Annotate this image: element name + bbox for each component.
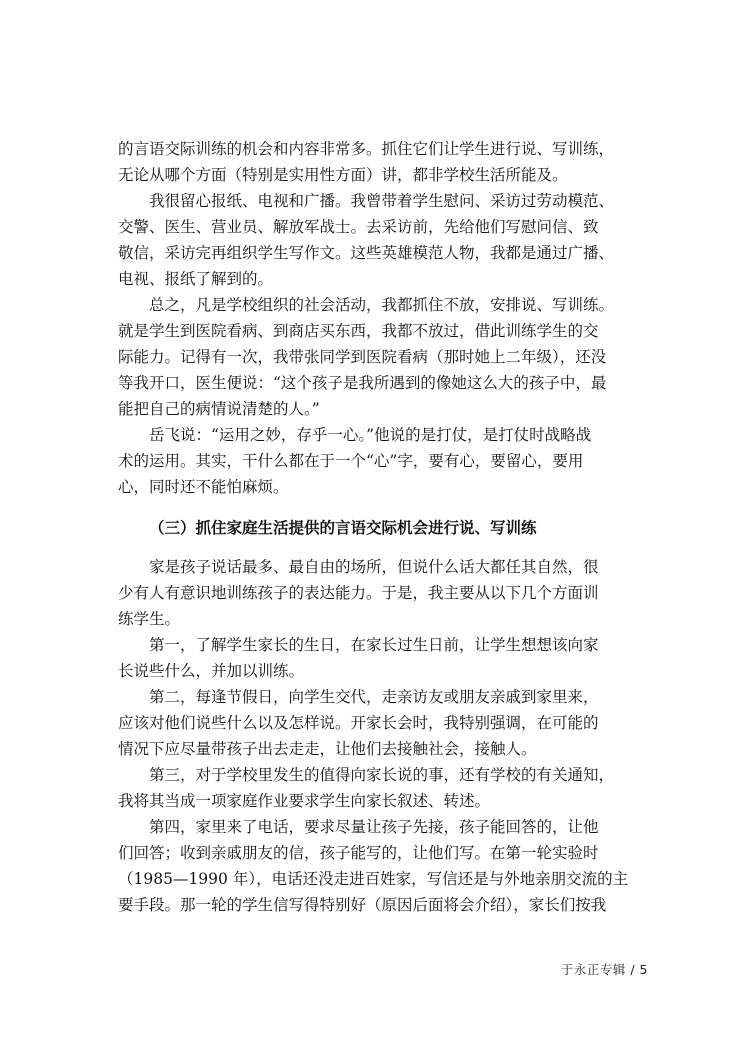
section-heading: （三）抓住家庭生活提供的言语交际机会进行说、写训练 bbox=[149, 518, 537, 537]
text-line: 无论从哪个方面（特别是实用性方面）讲，都非学校生活所能及。 bbox=[118, 166, 568, 184]
text-line: 电视、报纸了解到的。 bbox=[118, 270, 274, 288]
text-line: 术的运用。其实，干什么都在于一个“心”字，要有心，要留心，要用 bbox=[118, 452, 584, 470]
text-line: 就是学生到医院看病、到商店买东西，我都不放过，借此训练学生的交 bbox=[118, 322, 599, 340]
paragraph-start-line: 我很留心报纸、电视和广播。我曾带着学生慰问、采访过劳动模范、 bbox=[149, 192, 615, 210]
text-line: 心，同时还不能怕麻烦。 bbox=[118, 478, 289, 496]
text-line: 的言语交际训练的机会和内容非常多。抓住它们让学生进行说、写训练， bbox=[118, 140, 615, 158]
text-line: 情况下应尽量带孩子出去走走，让他们去接触社会，接触人。 bbox=[118, 740, 537, 758]
paragraph-start-line: 第一，了解学生家长的生日，在家长过生日前，让学生想想该向家 bbox=[149, 636, 599, 654]
text-line: 等我开口，医生便说：“这个孩子是我所遇到的像她这么大的孩子中，最 bbox=[118, 374, 607, 392]
paragraph-start-line: 总之，凡是学校组织的社会活动，我都抓住不放，安排说、写训练。 bbox=[149, 296, 615, 314]
text-line: 我将其当成一项家庭作业要求学生向家长叙述、转述。 bbox=[118, 792, 491, 810]
text-line: 长说些什么，并加以训练。 bbox=[118, 662, 305, 680]
paragraph-start-line: 第三，对于学校里发生的值得向家长说的事，还有学校的有关通知， bbox=[149, 766, 615, 784]
text-line: 能把自己的病情说清楚的人。” bbox=[118, 400, 320, 418]
paragraph-start-line: 岳飞说：“运用之妙，存乎一心。”他说的是打仗，是打仗时战略战 bbox=[149, 426, 592, 444]
text-line: 们回答；收到亲戚朋友的信，孩子能写的，让他们写。在第一轮实验时 bbox=[118, 844, 599, 862]
text-line: 应该对他们说些什么以及怎样说。开家长会时，我特别强调，在可能的 bbox=[118, 714, 599, 732]
text-line: 练学生。 bbox=[118, 610, 181, 628]
text-line: （1985—1990 年），电话还没走进百姓家，写信还是与外地亲朋交流的主 bbox=[118, 870, 629, 888]
paragraph-start-line: 第二，每逢节假日，向学生交代，走亲访友或朋友亲戚到家里来， bbox=[149, 688, 599, 706]
text-line: 际能力。记得有一次，我带张同学到医院看病（那时她上二年级），还没 bbox=[118, 348, 607, 366]
page-footer: 于永正专辑 / 5 bbox=[560, 962, 648, 977]
paragraph-start-line: 家是孩子说话最多、最自由的场所，但说什么话大都任其自然，很 bbox=[149, 558, 599, 576]
text-line: 要手段。那一轮的学生信写得特别好（原因后面将会介绍），家长们按我 bbox=[118, 896, 607, 914]
text-line: 少有人有意识地训练孩子的表达能力。于是，我主要从以下几个方面训 bbox=[118, 584, 599, 602]
paragraph-start-line: 第四，家里来了电话，要求尽量让孩子先接，孩子能回答的，让他 bbox=[149, 818, 599, 836]
text-line: 敬信，采访完再组织学生写作文。这些英雄模范人物，我都是通过广播、 bbox=[118, 244, 615, 262]
text-line: 交警、医生、营业员、解放军战士。去采访前，先给他们写慰问信、致 bbox=[118, 218, 599, 236]
